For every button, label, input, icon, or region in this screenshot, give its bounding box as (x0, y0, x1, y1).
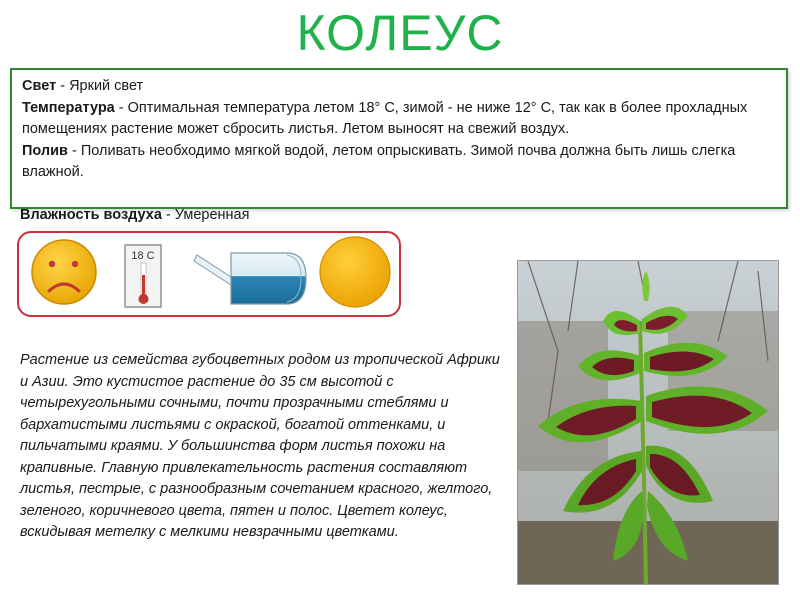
care-icons-panel (17, 231, 401, 317)
thermometer-icon (125, 245, 161, 307)
plant-description: Растение из семейства губоцветных родом из тропической Африки и Азии. Это кустистое растение до 35 см высотой с четырехугольными сочными, почти прозрачными стеблями и бархатистыми листьями с окраской, богатой оттенками, и пильчатыми краями. У большинства форм листья похожи на крапивные. Главную привлекательность растения составляют листья, пестрые, с разнообразным сочетанием красного, желтого, зеленого, коричневого цвета, пятен и полос. Цветет колеус, вскидывая метелку с мелкими невзрачными цветками. (20, 352, 500, 540)
care-sep: - (114, 99, 128, 116)
care-text-light: Яркий свет (69, 78, 144, 94)
care-label-temperature: Температура (22, 99, 115, 116)
care-row-humidity (20, 205, 249, 226)
sad-face-icon (32, 240, 96, 304)
care-text-humidity: Умеренная (174, 207, 250, 223)
sun-disc-icon (320, 237, 390, 307)
care-label-watering: Полив (22, 142, 68, 159)
care-row-light (22, 76, 776, 98)
care-label-humidity: Влажность воздуха (20, 207, 162, 223)
care-row-temperature (22, 98, 776, 141)
care-sep: - (67, 142, 81, 159)
care-text-temperature: Оптимальная температура летом 18° С, зимой - не ниже 12° С, так как в более прохладных помещениях растение может сбросить листья. Летом выносят на свежий воздух. (22, 99, 748, 137)
care-sep: - (161, 207, 175, 223)
coleus-photo (517, 260, 779, 585)
care-label-light: Свет (22, 78, 57, 94)
care-row-watering (22, 141, 776, 184)
thermometer-label: 18 С (131, 250, 155, 262)
care-sep: - (56, 78, 70, 94)
slide-title: КОЛЕУС (296, 5, 504, 61)
care-text-watering: Поливать необходимо мягкой водой, летом опрыскивать. Зимой почва должна быть лишь слегка влажной. (22, 142, 736, 180)
care-info-box (10, 68, 788, 209)
watering-can-icon (194, 253, 306, 304)
